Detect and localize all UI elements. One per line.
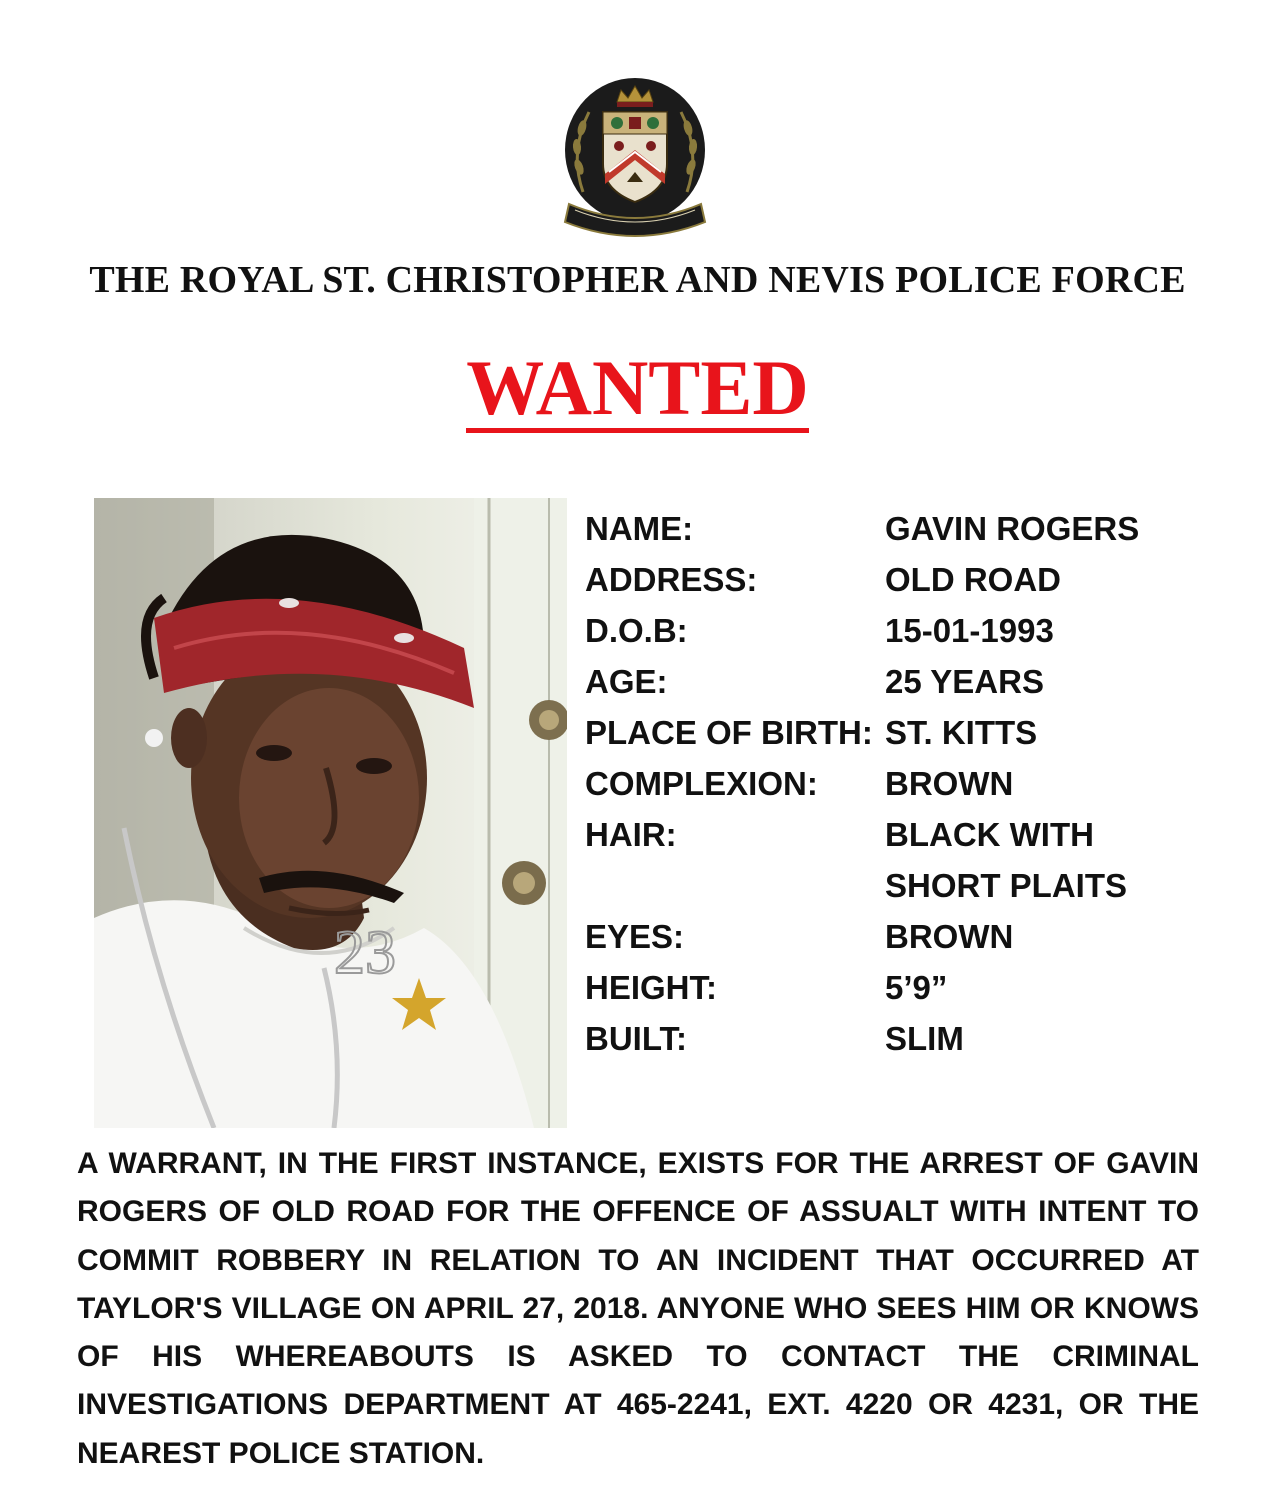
suspect-details (585, 503, 1245, 1064)
detail-row-dob (585, 605, 1245, 656)
detail-row-age (585, 656, 1245, 707)
detail-row-address (585, 554, 1245, 605)
detail-row-place-of-birth (585, 707, 1245, 758)
wanted-headline (0, 345, 1275, 433)
detail-label: AGE: (585, 663, 668, 700)
detail-label: BUILT: (585, 1020, 688, 1057)
wanted-headline-text: WANTED (466, 344, 809, 431)
detail-row-name (585, 503, 1245, 554)
warrant-notice: A WARRANT, IN THE FIRST INSTANCE, EXISTS FOR THE ARREST OF GAVIN ROGERS OF OLD ROAD FOR THE OFFENCE OF ASSUALT WITH INTENT TO COMMIT ROBBERY IN RELATION TO AN INCIDENT THAT OCCURRED AT TAYLOR'S VILLAGE ON APRIL 27, 2018. ANYONE WHO SEES HIM OR KNOWS OF HIS WHEREABOUTS IS ASKED TO CONTACT THE CRIMINAL INVESTIGATIONS DEPARTMENT AT 465-2241, EXT. 4220 OR 4231, OR THE NEAREST POLICE STATION. (77, 1147, 1199, 1470)
detail-row-complexion (585, 758, 1245, 809)
detail-value: 5’9” (885, 969, 948, 1006)
detail-value: OLD ROAD (885, 561, 1061, 598)
detail-label: HAIR: (585, 816, 677, 853)
detail-row-height (585, 962, 1245, 1013)
suspect-photo (94, 498, 567, 1128)
detail-label: D.O.B: (585, 612, 688, 649)
detail-value: 15-01-1993 (885, 612, 1054, 649)
detail-value: 25 YEARS (885, 663, 1044, 700)
jersey-number: 23 (334, 919, 396, 987)
detail-value: BLACK WITH SHORT PLAITS (885, 816, 1128, 904)
detail-value: ST. KITTS (885, 714, 1038, 751)
detail-value: BROWN (885, 918, 1014, 955)
detail-value: BROWN (885, 765, 1014, 802)
detail-label: HEIGHT: (585, 969, 717, 1006)
detail-label: EYES: (585, 918, 685, 955)
detail-label: NAME: (585, 510, 694, 547)
detail-label: ADDRESS: (585, 561, 758, 598)
detail-value: SLIM (885, 1020, 964, 1057)
detail-label: COMPLEXION: (585, 765, 818, 802)
detail-row-built (585, 1013, 1245, 1064)
detail-value: GAVIN ROGERS (885, 510, 1140, 547)
detail-row-eyes (585, 911, 1245, 962)
police-crest-icon (555, 72, 715, 247)
detail-row-hair (585, 809, 1245, 911)
agency-title: THE ROYAL ST. CHRISTOPHER AND NEVIS POLICE FORCE (89, 259, 1186, 301)
detail-label: PLACE OF BIRTH: (585, 714, 873, 751)
